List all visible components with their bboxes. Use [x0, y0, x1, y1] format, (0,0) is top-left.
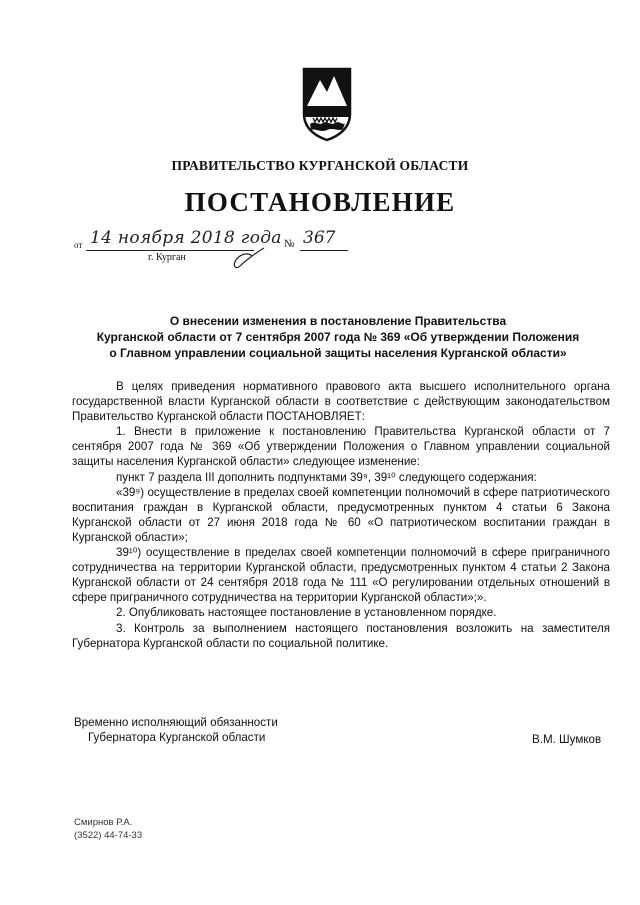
- paragraph-item-2: 2. Опубликовать настоящее постановление в установленном порядке.: [116, 606, 497, 620]
- paragraph-item-3: 3. Контроль за выполнением настоящего постановления возложить на заместителя Губернатора Курганской области по социальной политике.: [72, 621, 610, 650]
- position-line-2: Губернатора Курганской области: [88, 731, 266, 744]
- handwriting-flourish: [224, 244, 274, 270]
- resolution-heading: [60, 313, 616, 361]
- number-underline: [300, 250, 348, 251]
- paragraph-item-1: 1. Внести в приложение к постановлению Правительства Курганской области от 7 сентября 2007 года № 369 «Об утверждении Положения о Главном управлении социальной защиты населения Курганской области» следующее изменение:: [72, 425, 610, 469]
- number-sign: №: [284, 238, 295, 250]
- signatory-name: В.М. Шумков: [532, 733, 602, 746]
- paragraph-preamble: В целях приведения нормативного правового акта высшего исполнительного органа государственной власти Курганской области в соответствие с действующим законодательством Правительство Курганской области ПОСТАНОВЛЯЕТ:: [72, 380, 610, 424]
- coat-of-arms-emblem: [301, 66, 353, 142]
- handwritten-number: 367: [303, 228, 336, 248]
- heading-line-1: О внесении изменения в постановление Правительства: [169, 314, 507, 328]
- paragraph-amendment-intro: пункт 7 раздела III дополнить подпунктами 39⁹, 39¹⁰ следующего содержания:: [116, 470, 537, 484]
- position-line-1: Временно исполняющий обязанности: [74, 716, 278, 729]
- contact-person: Смирнов Р.А.: [74, 817, 133, 828]
- heading-line-2: Курганской области от 7 сентября 2007 года № 369 «Об утверждении Положения: [96, 330, 580, 344]
- date-prefix: от: [74, 240, 83, 250]
- contact-phone: (3522) 44-74-33: [74, 830, 143, 841]
- signatory-position: [74, 715, 278, 745]
- contact-block: [74, 816, 142, 842]
- heading-line-3: о Главном управлении социальной защиты населения Курганской области»: [109, 346, 567, 360]
- city-label: г. Курган: [148, 252, 186, 263]
- document-meta: [74, 228, 374, 272]
- document-type-title: ПОСТАНОВЛЕНИЕ: [184, 187, 456, 217]
- paragraph-subitem-39-9: «39⁹) осуществление в пределах своей компетенции полномочий в сфере патриотического воспитания граждан в Курганской области, предусмотренных пунктом 4 статьи 6 Закона Курганской области от 27 июня 2018 года № 60 «О патриотическом воспитании граждан в Курганской области»;: [72, 485, 610, 544]
- government-title: ПРАВИТЕЛЬСТВО КУРГАНСКОЙ ОБЛАСТИ: [171, 158, 469, 173]
- handwritten-date: 14 ноября 2018 года: [90, 228, 282, 248]
- paragraph-subitem-39-10: 39¹⁰) осуществление в пределах своей компетенции полномочий в сфере приграничного сотрудничества на территории Курганской области, предусмотренных пунктом 4 статьи 2 Закона Курганской области от 24 сентября 2018 года № 111 «О регулировании отдельных отношений в сфере приграничного сотрудничества на территории Курганской области»;».: [72, 546, 610, 605]
- resolution-body: [72, 379, 610, 651]
